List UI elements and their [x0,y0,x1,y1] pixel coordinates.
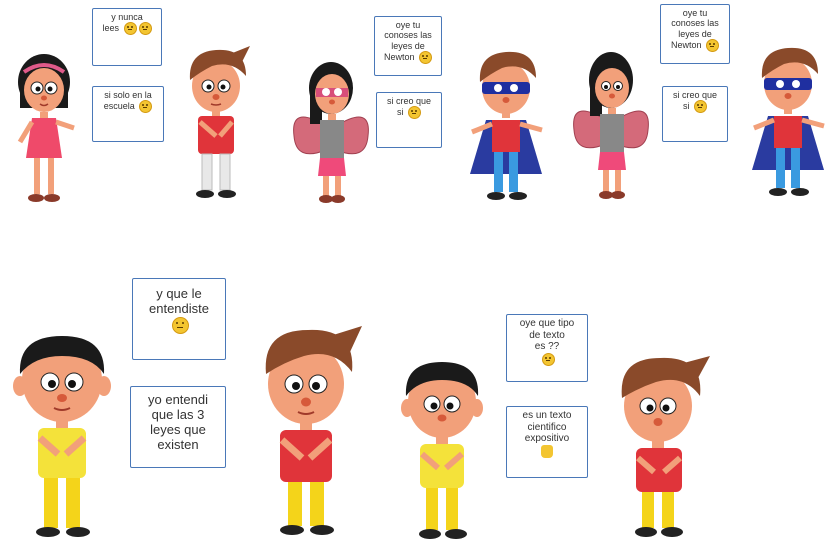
speech-text: si creo que si [672,90,718,112]
speech-text: si creo que si [386,96,432,118]
superhero-boy-character [456,44,556,209]
speech-text: es un texto cientifico expositivo [522,410,572,444]
thinking-face-icon [542,353,555,366]
speech-text: yo entendi que las 3 leyes que existen [148,392,208,452]
comic-panel-1 [0,0,270,215]
butterfly-girl-character [566,48,656,208]
speech-bubble [92,86,164,142]
grimacing-face-icon [694,100,707,113]
thinking-face-icon [124,22,137,35]
thinking-face-icon [139,22,152,35]
butterfly-girl-character [286,58,376,208]
speech-bubble [374,16,442,76]
comic-panel-4 [0,270,380,545]
comic-panel-3 [560,0,834,215]
speech-text: oye que tipo de texto es ?? [519,318,575,352]
speech-bubble [506,406,588,478]
thinking-face-icon [139,100,152,113]
speech-text: y nunca lees [102,12,143,34]
speech-text: oye tu conoses las leyes de Newton [670,8,719,50]
speech-text: oye tu conoses las leyes de Newton [383,20,432,62]
grimacing-face-icon [408,106,421,119]
black-hair-boy-character [394,358,490,544]
thinking-face-icon [706,39,719,52]
speech-bubble [376,92,442,148]
girl-character [6,50,86,210]
speech-bubble [130,386,226,468]
speech-bubble [662,86,728,142]
comic-panel-5 [390,300,730,545]
speech-text: si solo en la escuela [103,90,152,112]
thumbs-up-icon [541,445,553,458]
boy-character [172,42,262,207]
speech-bubble [660,4,730,64]
superhero-boy-character [738,40,834,205]
comic-panel-2 [278,0,558,215]
boy-character [606,352,716,544]
black-hair-boy-character [6,330,118,542]
speech-text: y que le entendiste [149,286,209,316]
thinking-face-icon [172,317,189,334]
boy-character [246,322,370,542]
speech-bubble [92,8,162,66]
speech-bubble [506,314,588,382]
speech-bubble [132,278,226,360]
thinking-face-icon [419,51,432,64]
